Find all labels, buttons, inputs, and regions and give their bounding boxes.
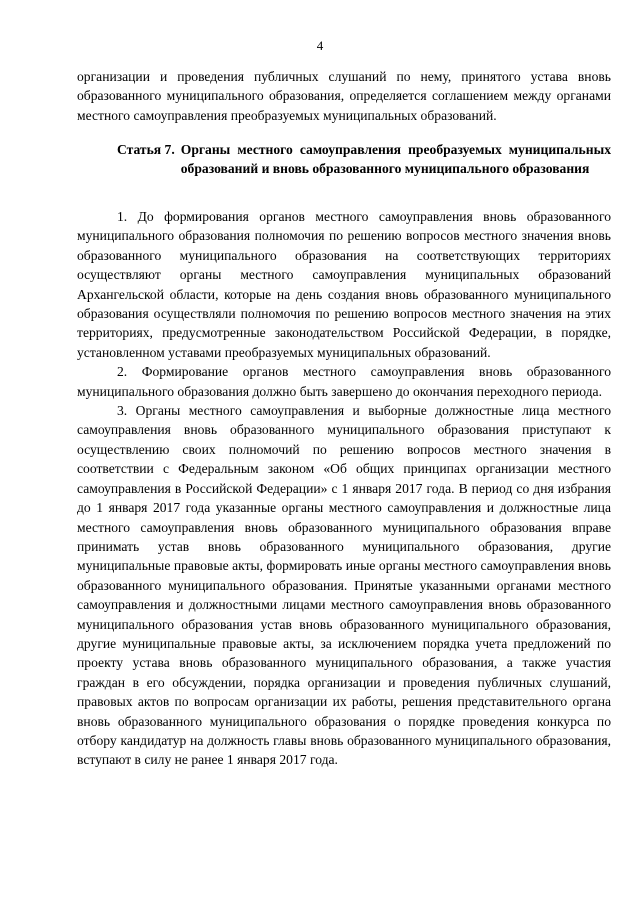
paragraph-3: 3. Органы местного самоуправления и выборные должностные лица местного самоуправления вновь образованного муниципального образования приступают к осуществлению своих полномочий по решению вопросов местного значения в соответствии с Федеральным законом «Об общих принципах организации местного самоуправления в Российской Федерации» с 1 января 2017 года. В период со дня избрания до 1 января 2017 года указанные органы местного самоуправления и должностные лица местного самоуправления вновь образованного муниципального образования вправе принимать устав вновь образованного муниципального образования, другие муниципальные правовые акты, формировать иные органы местного самоуправления вновь образованного муниципального образования. Принятые указанными органами местного самоуправления и должностными лицами местного самоуправления вновь образованного муниципального образования устав вновь образованного муниципального образования, другие муниципальные правовые акты, за исключением порядка учета предложений по проекту устава вновь образованного муниципального образования, а также участия граждан в его обсуждении, порядка организации и проведения публичных слушаний, правовых актов по вопросам организации их работы, решения представительного органа вновь образованного муниципального образования о порядке проведения конкурса по отбору кандидатур на должность главы вновь образованного муниципального образования, вступают в силу не ранее 1 января 2017 года. xyxy=(77,403,611,768)
article-label: Статья 7. xyxy=(117,142,175,157)
paragraph-1: 1. До формирования органов местного самоуправления вновь образованного муниципального образования полномочия по решению вопросов местного значения вновь образованного муниципального образования на соответствующих территориях осуществляют органы местного самоуправления муниципальных образований Архангельской области, которые на день создания вновь образованного муниципального образования осуществляли полномочия по решению вопросов местного значения на этих территориях, предусмотренные законодательством Российской Федерации, в порядке, установленном уставами преобразуемых муниципальных образований. xyxy=(77,209,611,360)
article-title: Органы местного самоуправления преобразуемых муниципальных образований и вновь образованного муниципального образования xyxy=(180,142,611,177)
article-body xyxy=(77,207,611,770)
article-heading xyxy=(117,140,611,179)
paragraph-2: 2. Формирование органов местного самоуправления вновь образованного муниципального образования должно быть завершено до окончания переходного периода. xyxy=(77,364,611,399)
page-number: 4 xyxy=(316,38,324,53)
intro-paragraph: организации и проведения публичных слушаний по нему, принятого устава вновь образованного муниципального образования, определяется соглашением между органами местного самоуправления преобразуемых муниципальных образований. xyxy=(77,69,611,123)
